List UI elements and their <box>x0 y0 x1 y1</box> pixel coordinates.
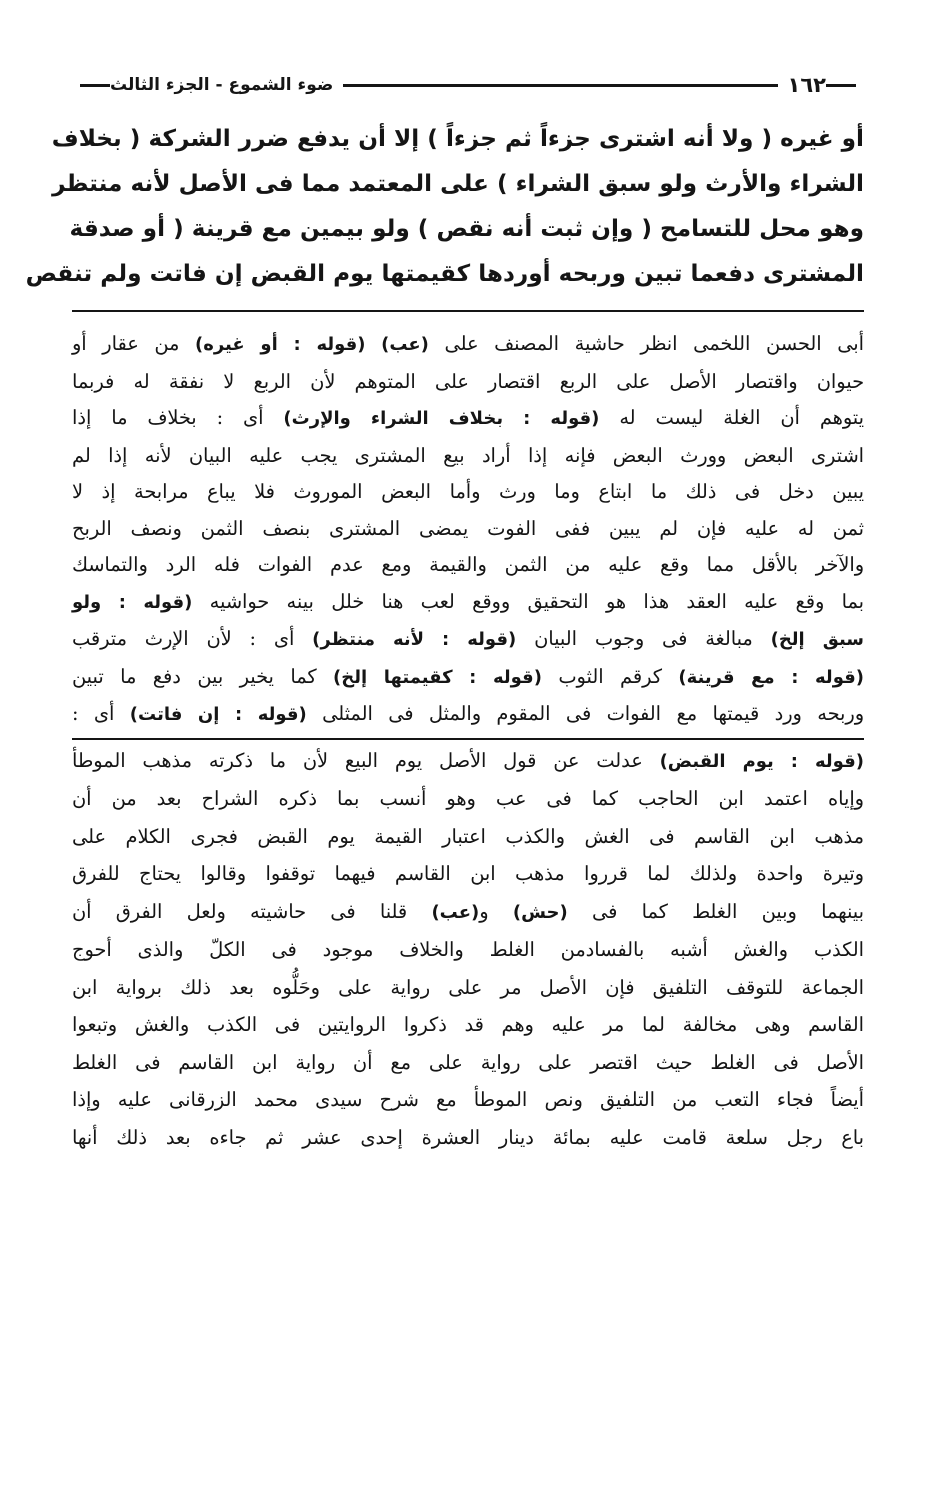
line-text: أبى الحسن اللخمى انظر حاشية المصنف على <box>428 332 864 355</box>
quoted-lemma: (عب) <box>431 901 480 923</box>
line-text: بينهما وبين الغلط كما فى <box>567 899 864 923</box>
commentary-section <box>72 326 864 734</box>
line-text: اشترى البعض وورث البعض فإنه إذا أراد بيع المشترى يجب عليه البيان لأنه إذا لم <box>72 443 864 467</box>
quoted-lemma: (قوله : كقيمتها إلخ) <box>333 666 542 688</box>
commentary-line <box>72 855 864 893</box>
header-rule-middle <box>343 84 777 87</box>
main-text-line: أو غيره ( ولا أنه اشترى جزءاً ثم جزءاً ) إلا أن يدفع ضرر الشركة ( بخلاف <box>51 125 864 152</box>
commentary-line <box>72 1119 864 1157</box>
quoted-lemma: (قوله : إن فاتت) <box>129 704 307 725</box>
quoted-lemma: (قوله : مع قرينة) <box>678 666 864 688</box>
line-text: باع رجل سلعة قامت عليه بمائة دينار العشرة إحدى عشر ثم جاءه بعد ذلك أنها <box>72 1125 864 1149</box>
line-text: كما يخير بين دفع ما تبين <box>72 664 334 688</box>
line-text: بما وقع عليه العقد هذا هو التحقيق ووقع لعب هنا خلل بينه حواشيه <box>192 589 865 613</box>
commentary-line <box>72 364 864 401</box>
commentary-line <box>72 818 864 856</box>
line-text: الكذب والغش أشبه بالفسادمن الغلط والخلاف موجود فى الكلّ والذى أحوج <box>72 938 864 961</box>
main-text-line: وهو محل للتسامح ( وإن ثبت أنه نقص ) ولو بيمين مع قرينة ( أو صدقة <box>69 215 864 242</box>
commentary-line <box>72 584 864 622</box>
line-text: يتوهم أن الغلة ليست له <box>599 406 864 429</box>
quoted-lemma: (قوله : ولو <box>72 591 193 613</box>
quoted-lemma: سبق إلخ) <box>770 629 864 650</box>
line-text: عدلت عن قول الأصل يوم البيع لأن ما ذكرته مذهب الموطأ <box>72 748 660 772</box>
line-text: و <box>479 899 513 923</box>
header-rule-left <box>80 84 110 87</box>
quoted-lemma: (عب) <box>381 334 429 355</box>
main-text <box>25 116 864 296</box>
book-page <box>25 70 865 1156</box>
line-text: وربحه ورد قيمتها مع الفوات فى المقوم والمثل فى المثلى <box>306 702 865 725</box>
line-text: وإياه اعتمد ابن الحاجب كما فى عب وهو أنسب بما ذكره الشراح بعد من أن <box>72 787 864 810</box>
quoted-lemma: (قوله : أو غيره) <box>194 334 366 355</box>
commentary-line <box>72 438 864 475</box>
line-text: كرقم الثوب <box>541 664 679 688</box>
line-text: والآخر بالأقل مما وقع عليه من الثمن والقيمة ومع عدم الفوات فله الرد والتماسك <box>72 553 864 576</box>
line-text: أى : لأن الإرث مترقب <box>72 627 313 650</box>
line-text: ثمن له عليه فإن لم يبين ففى الفوت يمضى المشترى بنصف الثمن ونصف الربح <box>72 516 864 540</box>
commentary-line <box>72 621 864 659</box>
line-text: قلنا فى حاشيته ولعل الفرق أن <box>72 899 432 923</box>
commentary-line <box>72 780 864 818</box>
commentary-line <box>72 969 864 1007</box>
line-text: أيضاً فجاء التعب من التلفيق ونص الموطأ مع شرح سيدى محمد الزرقانى عليه وإذا <box>72 1088 864 1111</box>
commentary-line <box>72 893 864 932</box>
line-text: أى : <box>72 702 130 725</box>
commentary-line <box>72 547 864 584</box>
main-text-line: المشترى دفعما تبين وربحه أوردها كقيمتها يوم القبض إن فاتت ولم تنقص <box>25 260 864 287</box>
header-rule-right <box>826 84 856 87</box>
line-text: يبين دخل فى ذلك ما ابتاع وما ورث وأما البعض الموروث فلا يباع مرابحة إذ لا <box>72 480 864 503</box>
section-divider <box>72 738 864 740</box>
line-text: مذهب ابن القاسم فى الغش والكذب اعتبار القيمة يوم القبض فجرى الكلام على <box>72 824 864 848</box>
page-header <box>72 70 864 100</box>
commentary-line <box>72 1044 864 1082</box>
commentary-line <box>72 659 864 697</box>
line-text: وتيرة واحدة ولذلك لما قرروا مذهب ابن القاسم فيهما توقفوا وقالوا يحتاج للفرق <box>72 862 864 885</box>
line-text <box>365 332 381 355</box>
quoted-lemma: (قوله : يوم القبض) <box>659 750 864 772</box>
line-text: القاسم وهى مخالفة لما مر عليه وهم قد ذكروا الروايتين فى الكذب والغش وتبعوا <box>72 1013 864 1036</box>
commentary-line <box>72 931 864 969</box>
line-text: الجماعة للتوقف التلفيق فإن الأصل مر على رواية على وحَلُّوه بعد ذلك برواية ابن <box>72 975 864 999</box>
commentary-line <box>72 696 864 734</box>
commentary-line <box>72 742 864 781</box>
commentary-continuation <box>72 742 864 1157</box>
commentary-line <box>72 326 864 364</box>
section-divider <box>72 310 864 312</box>
commentary-line <box>72 511 864 548</box>
running-title: ضوء الشموع - الجزء الثالث <box>110 75 334 95</box>
page-number: ١٦٢ <box>787 73 826 97</box>
commentary-line <box>72 1081 864 1119</box>
commentary-line <box>72 474 864 511</box>
quoted-lemma: (حش) <box>512 901 568 923</box>
line-text: مبالغة فى وجوب البيان <box>516 627 771 650</box>
line-text: أى : بخلاف ما إذا <box>72 406 284 429</box>
quoted-lemma: (قوله : بخلاف الشراء والإرث) <box>283 408 600 429</box>
commentary-line <box>72 400 864 438</box>
quoted-lemma: (قوله : لأنه منتظر) <box>312 629 517 650</box>
line-text: حيوان واقتصار الأصل على الربع اقتصار على المتوهم لأن الربع لا نفقة له فربما <box>72 369 864 393</box>
line-text: من عقار أو <box>72 332 195 355</box>
main-text-line: الشراء والأرث ولو سبق الشراء ) على المعتمد مما فى الأصل لأنه منتظر <box>52 170 864 197</box>
commentary-line <box>72 1006 864 1044</box>
line-text: الأصل فى الغلط حيث اقتصر على رواية على مع أن رواية ابن القاسم فى الغلط <box>72 1050 864 1074</box>
